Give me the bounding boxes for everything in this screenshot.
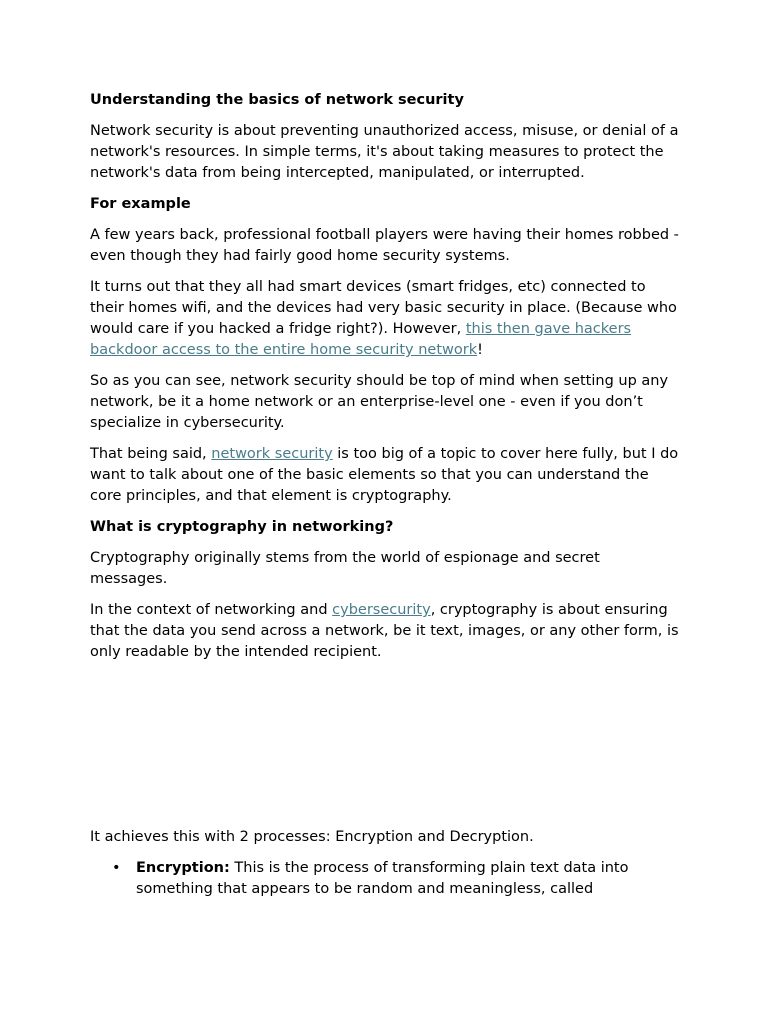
bullet-icon: • [112, 860, 121, 876]
paragraph-that-being-said [90, 444, 680, 507]
paragraph-that-being-said-after: is too big of a topic to cover here fully, but I do want to talk about one of the basic elements so that you can understand the core principles, and that element is cryptography. [90, 446, 679, 504]
paragraph-football-players: A few years back, professional football players were having their homes robbed - even though they had fairly good home security systems. [90, 227, 679, 264]
list-item-encryption [112, 858, 680, 900]
process-list [90, 858, 680, 900]
link-cybersecurity[interactable]: cybersecurity [332, 602, 431, 618]
heading-cryptography: What is cryptography in networking? [90, 519, 394, 535]
paragraph-smart-devices [90, 277, 680, 361]
link-backdoor-access[interactable]: this then gave hackers backdoor access to the entire home security network [90, 321, 632, 358]
link-network-security[interactable]: network security [211, 446, 333, 462]
heading-network-security: Understanding the basics of network security [90, 92, 464, 108]
paragraph-two-processes: It achieves this with 2 processes: Encryption and Decryption. [90, 829, 534, 845]
paragraph-espionage: Cryptography originally stems from the world of espionage and secret messages. [90, 550, 600, 587]
image-placeholder-space [90, 673, 680, 827]
paragraph-top-of-mind: So as you can see, network security should be top of mind when setting up any network, be it a home network or an enterprise-level one - even if you don’t specialize in cybersecurity. [90, 373, 669, 431]
paragraph-intro: Network security is about preventing unauthorized access, misuse, or denial of a network's resources. In simple terms, it's about taking measures to protect the network's data from being intercepted, manipulated, or interrupted. [90, 123, 679, 181]
paragraph-smart-devices-end: ! [477, 342, 483, 358]
document-page [90, 90, 680, 900]
paragraph-that-being-said-before: That being said, [90, 446, 212, 462]
paragraph-smart-devices-text: It turns out that they all had smart devices (smart fridges, etc) connected to their homes wifi, and the devices had very basic security in place. (Because who would care if you hacked a fridge right?). However, [90, 279, 677, 337]
list-item-text: This is the process of transforming plain text data into something that appears to be random and meaningless, called [136, 860, 629, 897]
paragraph-context-before: In the context of networking and [90, 602, 333, 618]
paragraph-context-after: , cryptography is about ensuring that the data you send across a network, be it text, images, or any other form, is only readable by the intended recipient. [90, 602, 679, 660]
heading-for-example: For example [90, 196, 191, 212]
paragraph-context [90, 600, 680, 663]
list-item-term: Encryption: [136, 860, 230, 876]
